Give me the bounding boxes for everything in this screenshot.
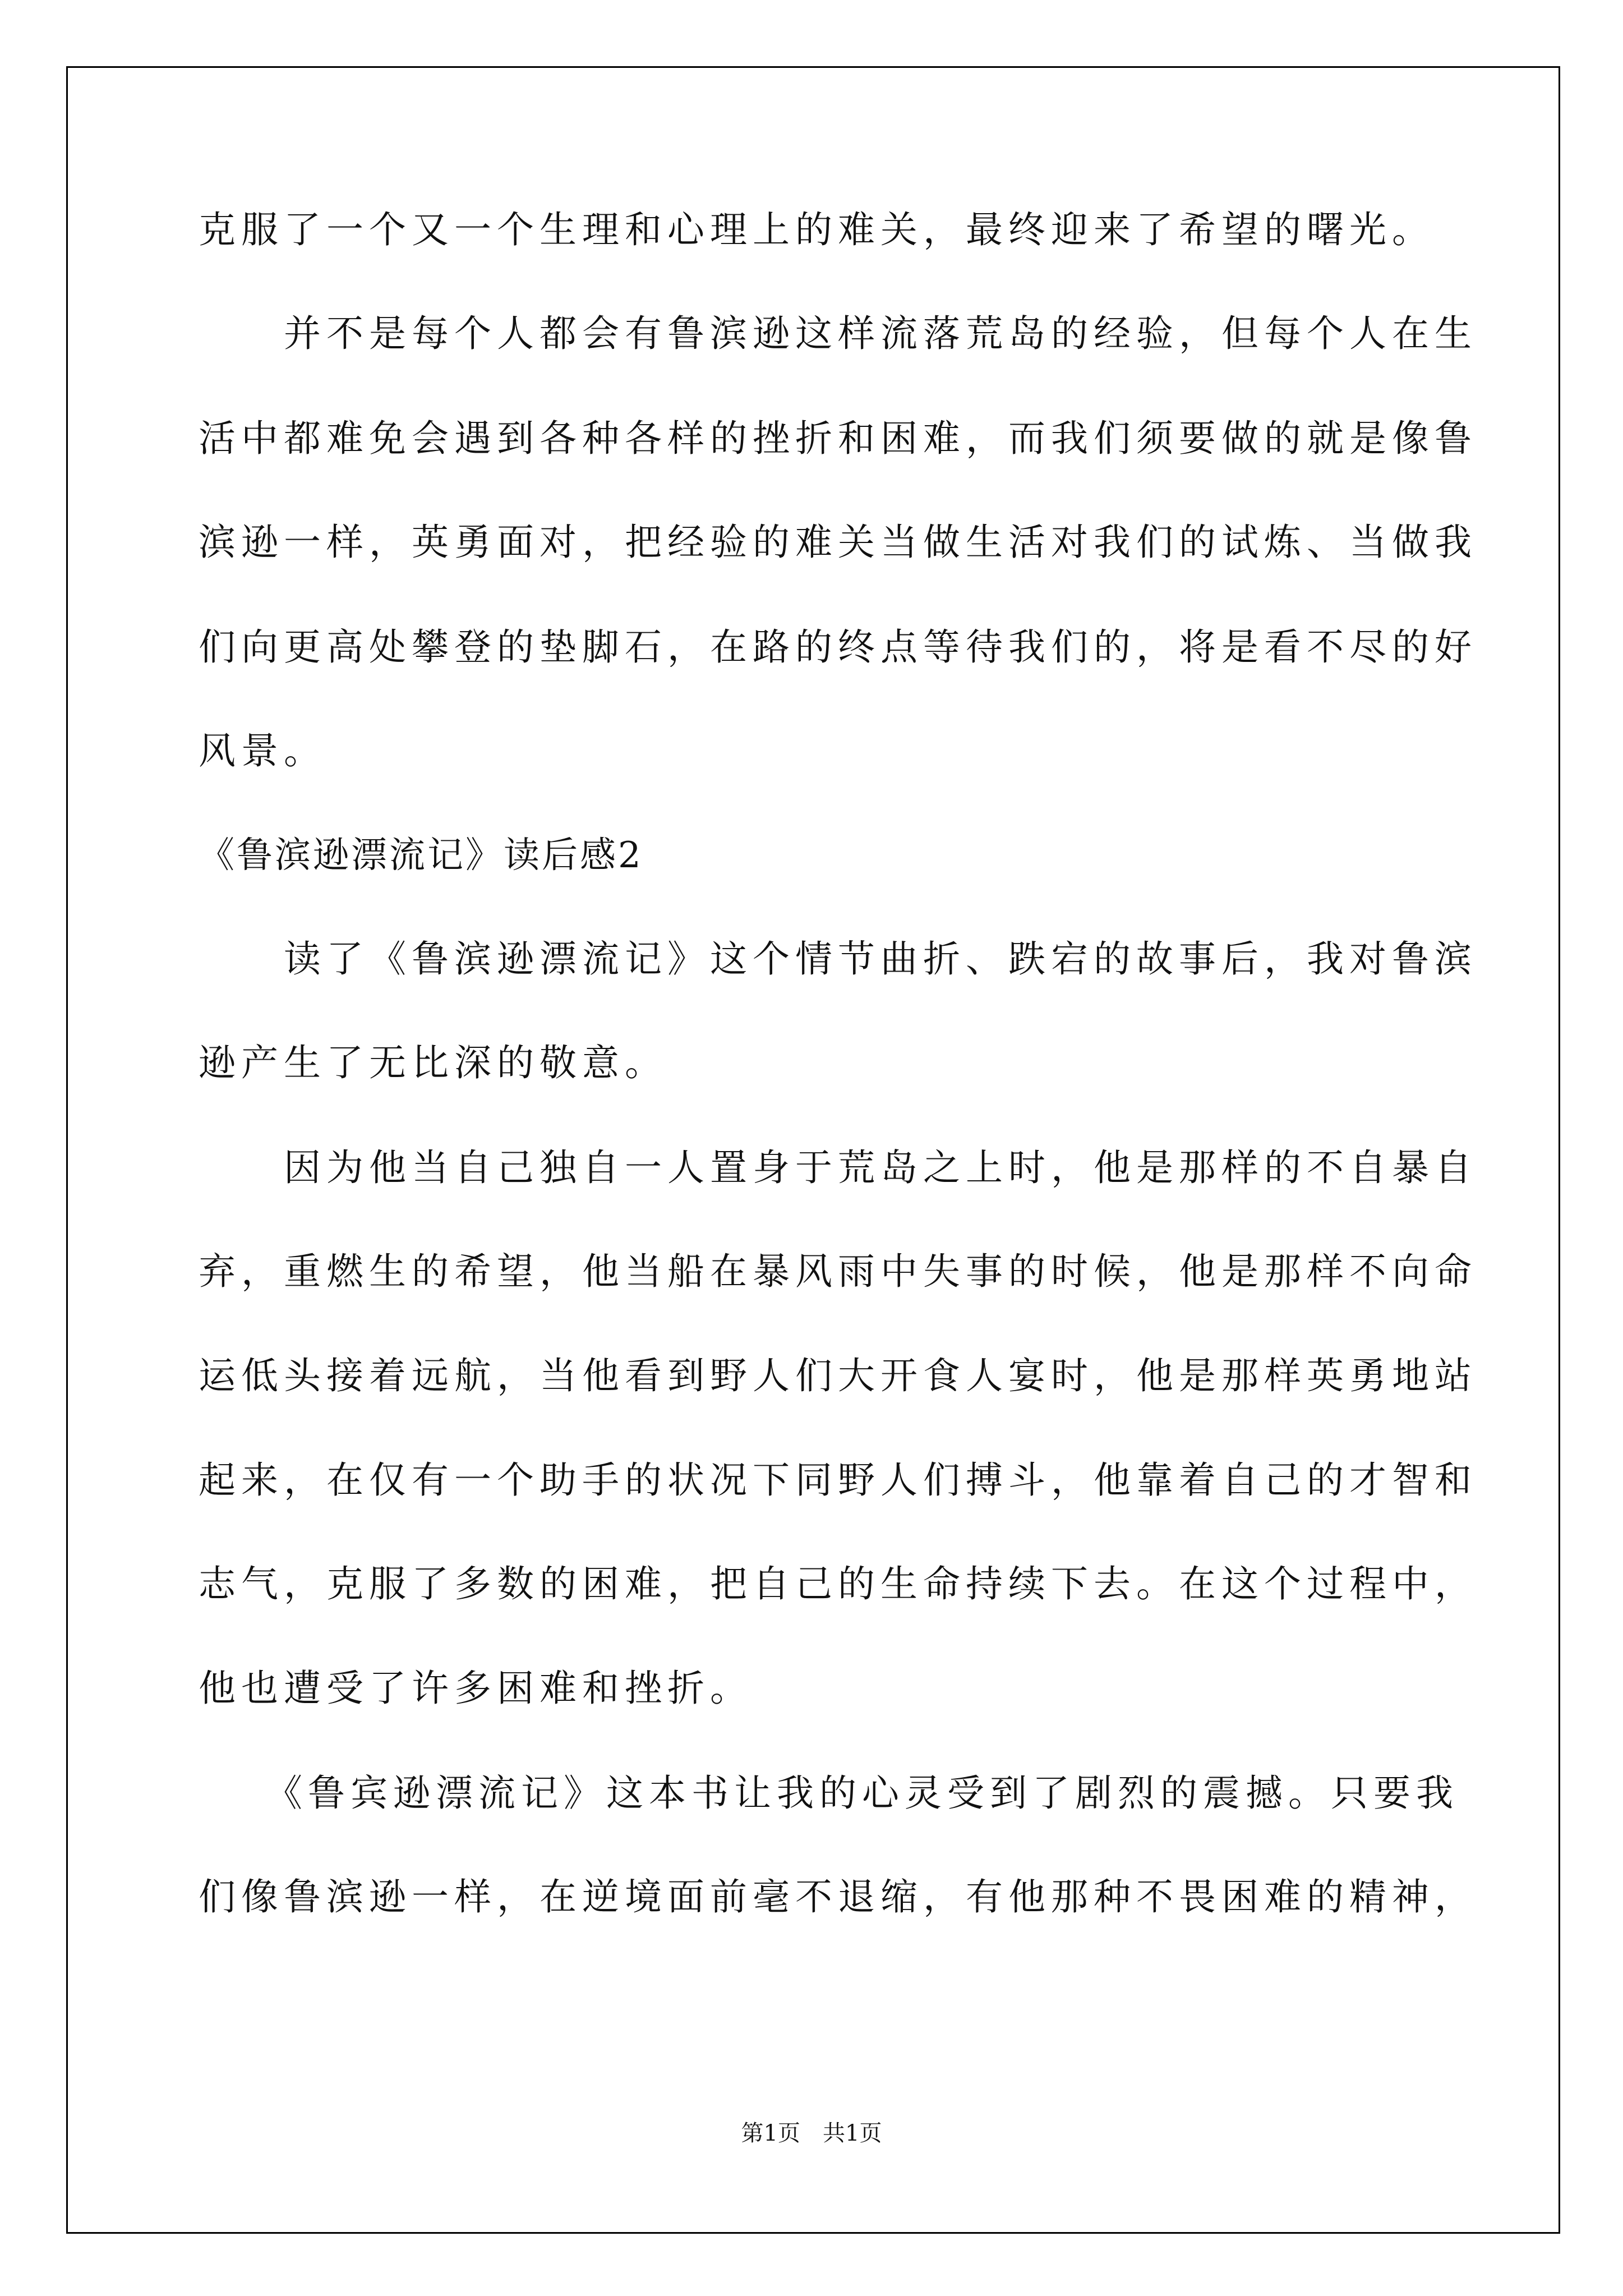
text-line: 运低头接着远航，当他看到野人们大开食人宴时，他是那样英勇地站	[199, 1354, 1477, 1397]
text-line: 起来，在仅有一个助手的状况下同野人们搏斗，他靠着自己的才智和	[199, 1458, 1477, 1502]
text-line: 风景。	[199, 729, 326, 772]
text-line: 并不是每个人都会有鲁滨逊这样流落荒岛的经验，但每个人在生	[199, 312, 1477, 355]
text-line: 《鲁宾逊漂流记》这本书让我的心灵受到了剧烈的震撼。只要我	[199, 1772, 1459, 1815]
section-heading: 《鲁滨逊漂流记》读后感2	[199, 835, 643, 876]
page-number-footer: 第1页 共1页	[741, 2120, 882, 2146]
text-line: 他也遭受了许多困难和挫折。	[199, 1667, 753, 1710]
text-line: 克服了一个又一个生理和心理上的难关，最终迎来了希望的曙光。	[199, 208, 1435, 251]
text-line: 因为他当自己独自一人置身于荒岛之上时，他是那样的不自暴自	[199, 1146, 1477, 1189]
text-line: 活中都难免会遇到各种各样的挫折和困难，而我们须要做的就是像鲁	[199, 417, 1477, 460]
text-line: 逊产生了无比深的敬意。	[199, 1041, 667, 1084]
text-line: 志气，克服了多数的困难，把自己的生命持续下去。在这个过程中，	[199, 1562, 1477, 1605]
text-line: 读了《鲁滨逊漂流记》这个情节曲折、跌宕的故事后，我对鲁滨	[199, 937, 1477, 981]
text-line: 弃，重燃生的希望，他当船在暴风雨中失事的时候，他是那样不向命	[199, 1250, 1477, 1293]
text-line: 们像鲁滨逊一样，在逆境面前毫不退缩，有他那种不畏困难的精神，	[199, 1875, 1477, 1918]
text-line: 滨逊一样，英勇面对，把经验的难关当做生活对我们的试炼、当做我	[199, 521, 1477, 564]
text-line: 们向更高处攀登的垫脚石，在路的终点等待我们的，将是看不尽的好	[199, 625, 1477, 669]
